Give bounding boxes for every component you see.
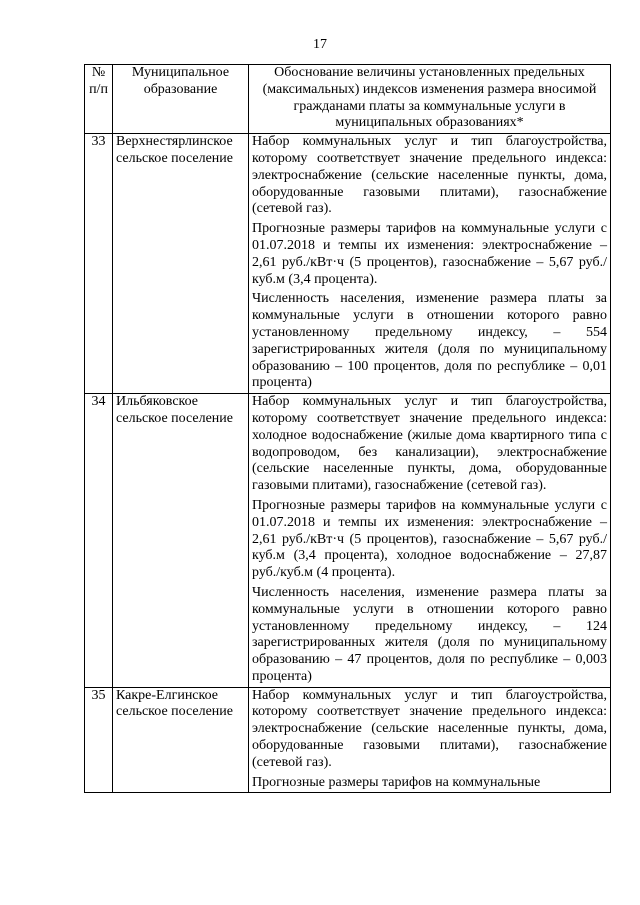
services-paragraph: Набор коммунальных услуг и тип благоустройства, которому соответствует значение предельного индекса: электроснабжение (сельские населенные пункты, дома, оборудованные газовыми плитами), газоснабжение (сетевой газ). xyxy=(252,687,607,770)
population-paragraph: Численность населения, изменение размера платы за коммунальные услуги в отношении которого равно установленному предельному индексу, – 554 зарегистрированных жителя (доля по муниципальному образованию – 100 процентов, доля по республике – 0,01 процента) xyxy=(252,291,607,391)
services-paragraph: Набор коммунальных услуг и тип благоустройства, которому соответствует значение предельного индекса: электроснабжение (сельские населенные пункты, дома, оборудованные газовыми плитами), газоснабжение (сетевой газ). xyxy=(252,134,607,217)
table-row xyxy=(85,394,611,688)
indices-table xyxy=(84,64,611,793)
row-number: 35 xyxy=(85,687,113,793)
row-number: 34 xyxy=(85,394,113,688)
population-paragraph: Численность населения, изменение размера платы за коммунальные услуги в отношении которого равно установленному предельному индексу, – 124 зарегистрированных жителя (доля по муниципальному образованию – 47 процентов, доля по республике – 0,003 процента) xyxy=(252,584,607,684)
tariffs-paragraph: Прогнозные размеры тарифов на коммунальные услуги с 01.07.2018 и темпы их изменения: электроснабжение – 2,61 руб./кВт·ч (5 процентов), газоснабжение – 5,67 руб./куб.м (3,4 процента), холодное водоснабжение – 27,87 руб./куб.м (4 процента). xyxy=(252,497,607,581)
header-municipality: Муниципальное образование xyxy=(113,65,249,134)
services-paragraph: Набор коммунальных услуг и тип благоустройства, которому соответствует значение предельного индекса: холодное водоснабжение (жилые дома квартирного типа с водопроводом, без канализации), электроснабжение (сельские населенные пункты, дома, оборудованные газовыми плитами), газоснабжение (сетевой газ). xyxy=(252,394,607,494)
tariffs-paragraph: Прогнозные размеры тарифов на коммунальные xyxy=(252,774,541,790)
municipality-name: Верхнестярлинское сельское поселение xyxy=(113,134,249,394)
header-justification: Обоснование величины установленных предельных (максимальных) индексов изменения размера вносимой гражданами платы за коммунальные услуги в муниципальных образованиях* xyxy=(249,65,611,134)
header-number: № п/п xyxy=(85,65,113,134)
justification-cell xyxy=(249,134,611,394)
justification-cell xyxy=(249,394,611,688)
tariffs-paragraph: Прогнозные размеры тарифов на коммунальные услуги с 01.07.2018 и темпы их изменения: электроснабжение – 2,61 руб./кВт·ч (5 процентов), газоснабжение – 5,67 руб./куб.м (3,4 процента). xyxy=(252,221,607,287)
page-number: 17 xyxy=(313,37,327,52)
municipality-name: Ильбяковское сельское поселение xyxy=(113,394,249,688)
justification-cell xyxy=(249,687,611,793)
row-number: 33 xyxy=(85,134,113,394)
municipality-name: Какре-Елгинское сельское поселение xyxy=(113,687,249,793)
table-row xyxy=(85,134,611,394)
table-row xyxy=(85,687,611,793)
table-header-row xyxy=(85,65,611,134)
